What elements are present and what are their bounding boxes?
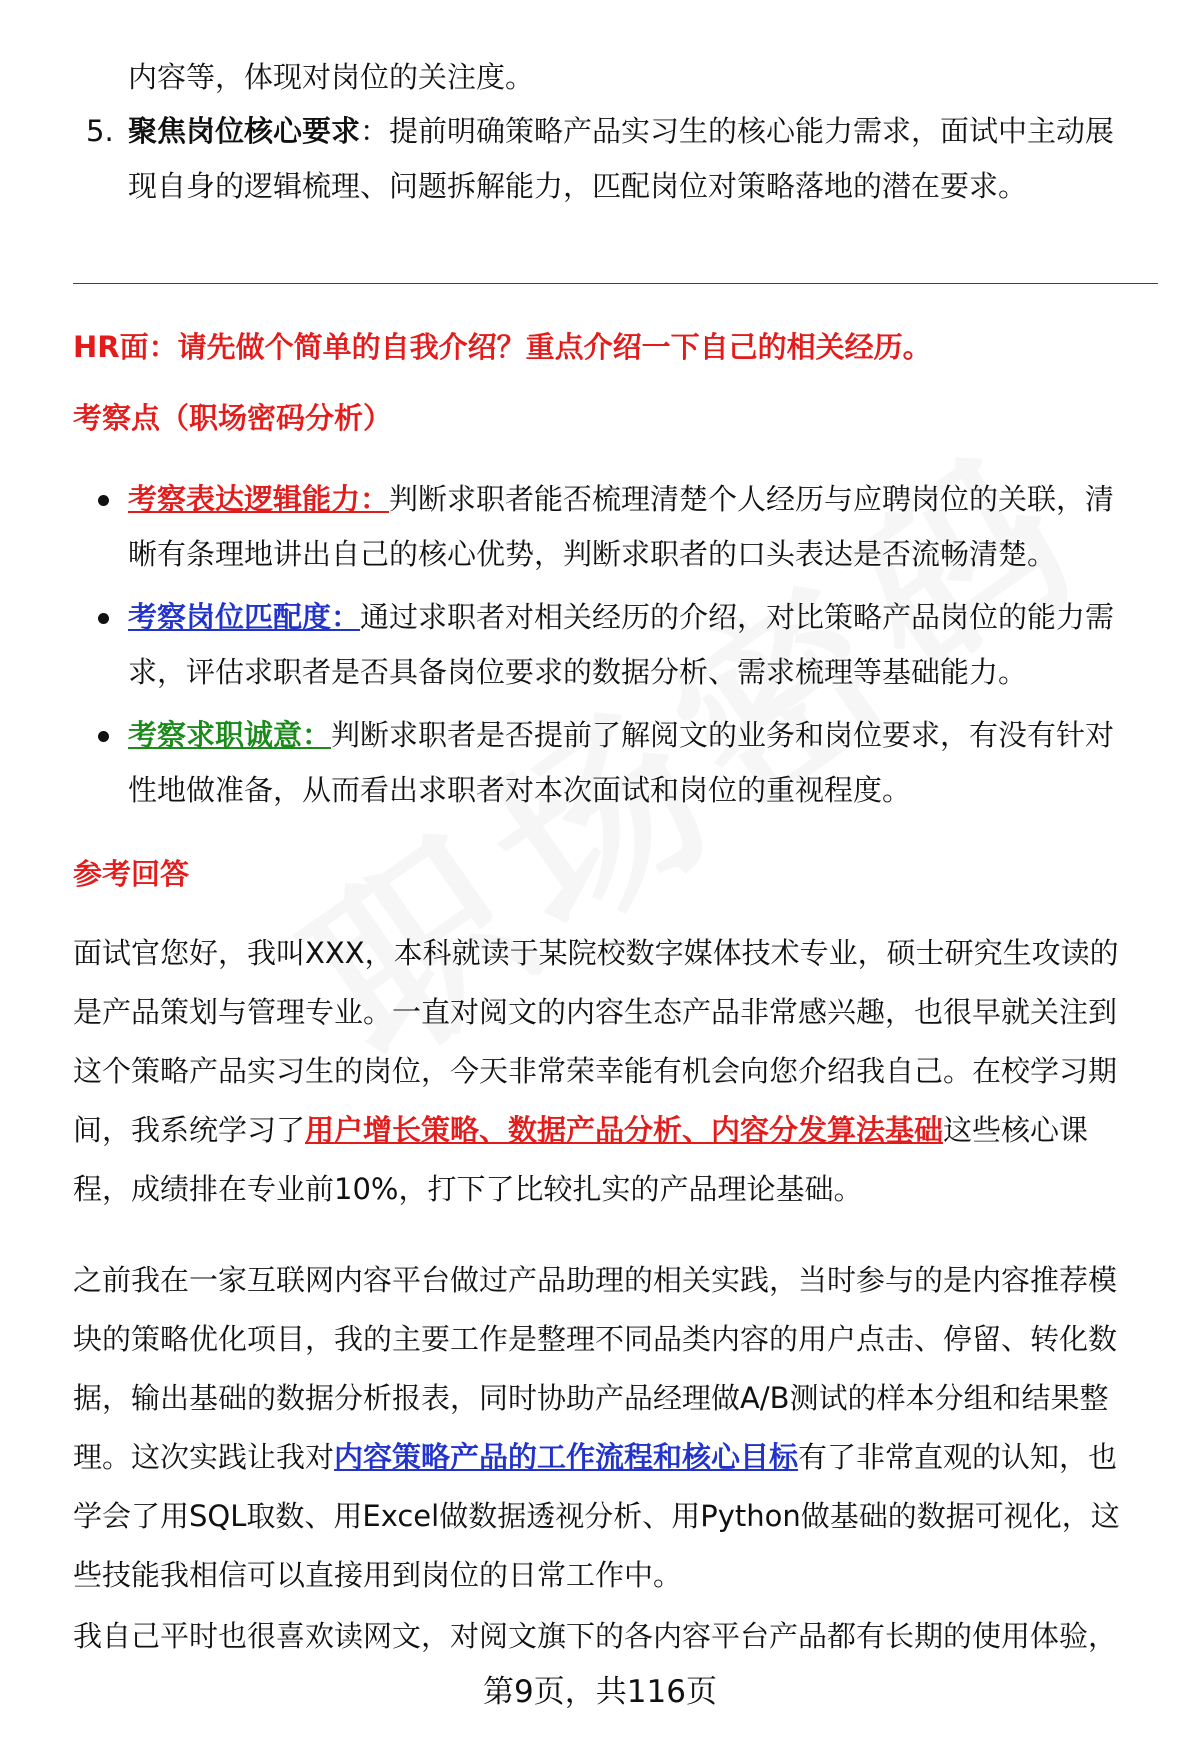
point-line [128, 470, 1148, 529]
text-span: 间，我系统学习了 [73, 1113, 306, 1147]
point-text: 通过求职者对相关经历的介绍，对比策略产品岗位的能力需 [360, 600, 1115, 634]
point-line [128, 588, 1148, 647]
list-item-bold: 聚焦岗位核心要求 [128, 114, 361, 148]
text-line: 学会了用SQL取数、用Excel做数据透视分析、用Python做基础的数据可视化，这 [73, 1499, 1120, 1533]
text-line: 性地做准备，从而看出求职者对本次面试和岗位的重视程度。 [128, 773, 912, 807]
text-line: 这个策略产品实习生的岗位，今天非常荣幸能有机会向您介绍我自己。在校学习期 [73, 1054, 1118, 1088]
text-span: 理。这次实践让我对 [73, 1440, 335, 1474]
list-item-5 [128, 102, 1148, 161]
text-line: 是产品策划与管理专业。一直对阅文的内容生态产品非常感兴趣，也很早就关注到 [73, 995, 1118, 1029]
text-line [73, 1101, 1158, 1160]
text-line: 程，成绩排在专业前10%，打下了比较扎实的产品理论基础。 [73, 1172, 863, 1206]
focus-title: 考察点（职场密码分析） [73, 401, 393, 435]
page-number: 第9页，共116页 [483, 1674, 717, 1710]
question-title: HR面：请先做个简单的自我介绍？重点介绍一下自己的相关经历。 [73, 330, 932, 364]
point-text: 判断求职者能否梳理清楚个人经历与应聘岗位的关联，清 [389, 482, 1115, 516]
highlight-text: 内容策略产品的工作流程和核心目标 [334, 1440, 799, 1474]
bullet-icon [98, 731, 109, 742]
text-line: 据，输出基础的数据分析报表，同时协助产品经理做A/B测试的样本分组和结果整 [73, 1381, 1109, 1415]
text-line: 内容等，体现对岗位的关注度。 [128, 60, 535, 94]
point-text: 判断求职者是否提前了解阅文的业务和岗位要求，有没有针对 [331, 718, 1115, 752]
text-span: 有了非常直观的认知，也 [798, 1440, 1118, 1474]
text-line: 晰有条理地讲出自己的核心优势，判断求职者的口头表达是否流畅清楚。 [128, 537, 1057, 571]
divider [73, 283, 1158, 284]
point-line [128, 706, 1148, 765]
list-item-text: ：提前明确策略产品实习生的核心能力需求，面试中主动展 [360, 114, 1115, 148]
text-line: 现自身的逻辑梳理、问题拆解能力，匹配岗位对策略落地的潜在要求。 [128, 169, 1028, 203]
text-line [73, 1428, 1158, 1487]
point-label: 考察岗位匹配度： [128, 600, 361, 634]
answer-title: 参考回答 [73, 857, 190, 891]
text-line: 块的策略优化项目，我的主要工作是整理不同品类内容的用户点击、停留、转化数 [73, 1322, 1118, 1356]
text-line: 我自己平时也很喜欢读网文，对阅文旗下的各内容平台产品都有长期的使用体验， [73, 1619, 1118, 1653]
text-line: 面试官您好，我叫XXX，本科就读于某院校数字媒体技术专业，硕士研究生攻读的 [73, 936, 1119, 970]
text-line: 求，评估求职者是否具备岗位要求的数据分析、需求梳理等基础能力。 [128, 655, 1028, 689]
highlight-text: 用户增长策略、数据产品分析、内容分发算法基础 [305, 1113, 944, 1147]
bullet-icon [98, 495, 109, 506]
bullet-icon [98, 613, 109, 624]
text-span: 这些核心课 [943, 1113, 1089, 1147]
text-line: 之前我在一家互联网内容平台做过产品助理的相关实践，当时参与的是内容推荐模 [73, 1263, 1118, 1297]
point-label: 考察表达逻辑能力： [128, 482, 390, 516]
list-number: 5. [86, 114, 114, 148]
text-line: 些技能我相信可以直接用到岗位的日常工作中。 [73, 1558, 683, 1592]
point-label: 考察求职诚意： [128, 718, 332, 752]
